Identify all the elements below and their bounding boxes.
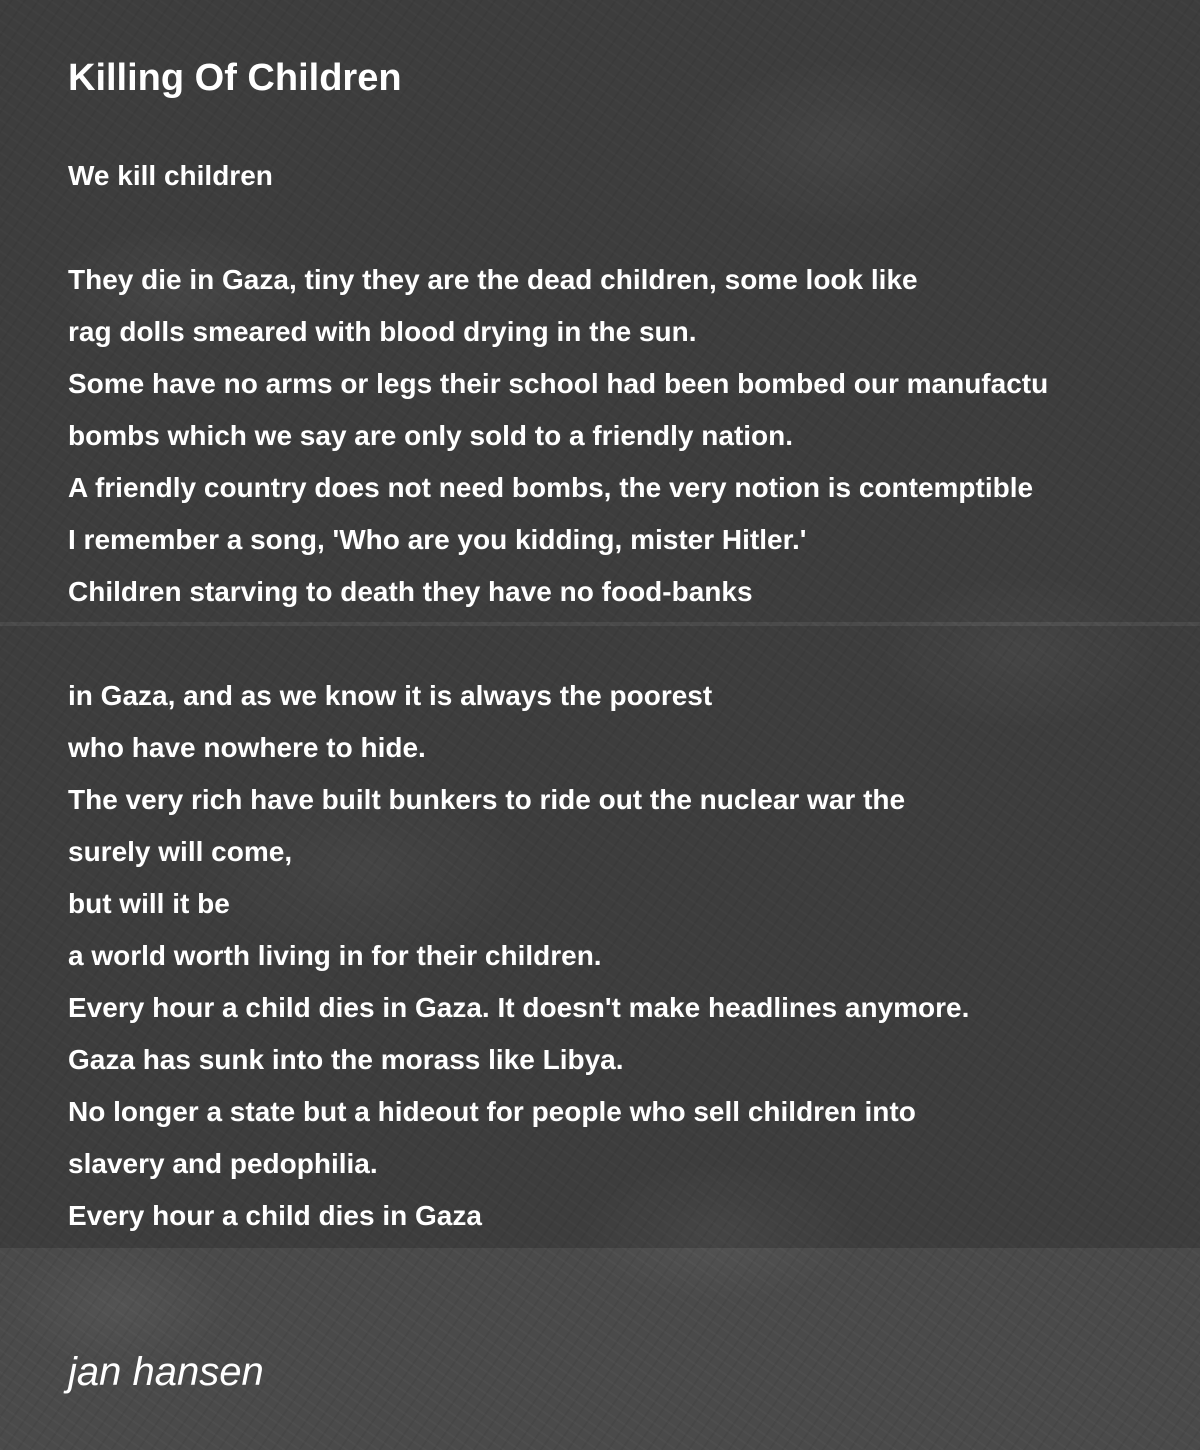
- poem-line: rag dolls smeared with blood drying in the sun.: [68, 316, 697, 347]
- poem-body: [68, 150, 1200, 1242]
- poem-line: We kill children: [68, 160, 273, 191]
- poem-line: bombs which we say are only sold to a friendly nation.: [68, 420, 794, 451]
- poem-author: jan hansen: [68, 1350, 264, 1394]
- poem-line: slavery and pedophilia.: [68, 1148, 378, 1179]
- poem-line: who have nowhere to hide.: [68, 732, 426, 763]
- poem-line: Children starving to death they have no food-banks: [68, 576, 753, 607]
- poem-line: but will it be: [68, 888, 230, 919]
- poem-line: surely will come,: [68, 836, 293, 867]
- poem-line: Some have no arms or legs their school had been bombed our manufactu: [68, 368, 1049, 399]
- poem-line: I remember a song, 'Who are you kidding, mister Hitler.': [68, 524, 807, 555]
- poem-line: [68, 202, 1200, 254]
- poem-title: Killing Of Children: [68, 57, 402, 99]
- poem-line: Gaza has sunk into the morass like Libya.: [68, 1044, 624, 1075]
- poem-line: Every hour a child dies in Gaza. It doesn't make headlines anymore.: [68, 992, 970, 1023]
- poem-line: They die in Gaza, tiny they are the dead children, some look like: [68, 264, 918, 295]
- poem-line: in Gaza, and as we know it is always the poorest: [68, 680, 713, 711]
- poem-line: Every hour a child dies in Gaza: [68, 1200, 482, 1231]
- poem-line: [68, 618, 1200, 670]
- poem-line: a world worth living in for their children.: [68, 940, 602, 971]
- poem-line: A friendly country does not need bombs, the very notion is contemptible: [68, 472, 1034, 503]
- poem-line: No longer a state but a hideout for people who sell children into: [68, 1096, 916, 1127]
- poem-line: The very rich have built bunkers to ride out the nuclear war the: [68, 784, 906, 815]
